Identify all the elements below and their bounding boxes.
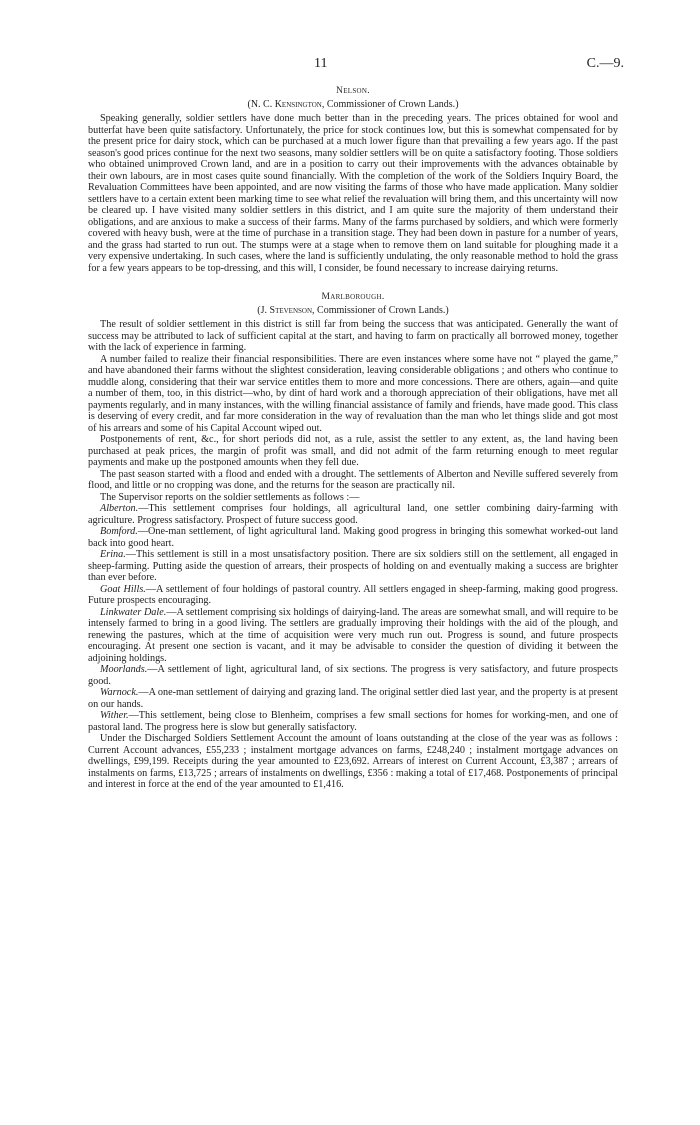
settlement-text: —A settlement comprising six holdings of dairying-land. The areas are somewhat small, and will require to be intensely farmed to bring in a good living. The settlers are gradually improving their holdings with the aid of the plough, and renewing the pastures, which at the time of acquisition were very much run out. Progress is sound, and future prospects encouraging. At present one section is vacant, and it may be advisable to consider the question of dividing it between the adjoining holdings. bbox=[88, 606, 618, 664]
loans-summary-paragraph: Under the Discharged Soldiers Settlement Account the amount of loans outstanding at the close of the year was as follows : Current Account advances, £55,233 ; instalment mortgage advances on farms, £248,240 ; instalment mortgage advances on dwellings, £99,199. Receipts during the year amounted to £23,692. Arrears of interest on Current Account, £3,387 ; arrears of instalments on farms, £13,725 ; arrears of instalments on dwellings, £356 : making a total of £17,468. Postponements of principal and interest in force at the end of the year amounted to £1,416. bbox=[88, 733, 618, 790]
settlement-entry bbox=[88, 584, 618, 607]
settlement-entry bbox=[88, 503, 618, 526]
settlement-entry bbox=[88, 549, 618, 584]
settlement-text: —This settlement is still in a most unsatisfactory position. There are six soldiers still on the settlement, all engaged in sheep-farming. Putting aside the question of arrears, their prospects of holding on and eventually making a success are brighter than ever before. bbox=[88, 549, 618, 583]
nelson-paragraph: Speaking generally, soldier settlers have done much better than in the preceding years. The prices obtained for wool and butterfat have been quite satisfactory. Unfortunately, the price for stock continues low, but this is somewhat compensated for by the present price for dairy stock, which can be purchased at a much lower figure than that prevailing a few years ago. If the past season's good prices continue for the next two seasons, many soldier settlers will be on quite a satisfactory footing. Those soldiers who obtained unimproved Crown land, and are in a position to carry out their improvements with the advances obtainable by their own labours, are in most cases quite sound financially. With the completion of the work of the Soldiers Inquiry Board, the Revaluation Committees have been appointed, and are now visiting the farms of those who have made application. Many soldier settlers have to a certain extent been marking time to see what relief the revaluation will bring them, and this uncertainty will now be cleared up. I have visited many soldier settlers in this district, and I am quite sure the majority of them understand their obligations, and are anxious to make a success of their farms. Many of the farms purchased by soldiers, and which were formerly covered with heavy bush, were at the time of purchase in a transition stage. They had been down in pasture for a number of years, and the grass had started to run out. The stumps were at a stage when to remove them on land suitable for ploughing made it a very expensive undertaking. In such cases, where the land is sufficiently undulating, the only reasonable method to hold the grass for a few years appears to be top-dressing, and this will, I consider, be found necessary to increase dairying returns. bbox=[88, 113, 618, 274]
settlement-text: —A one-man settlement of dairying and grazing land. The original settler died last year, and the property is at present on our hands. bbox=[88, 687, 618, 710]
settlement-name: Warnock. bbox=[100, 687, 139, 698]
settlement-text: —A settlement of light, agricultural land, of six sections. The progress is very satisfactory, and future prospects good. bbox=[88, 664, 618, 687]
marlborough-section bbox=[88, 292, 618, 791]
nelson-officer-line: (N. C. Kensington, Commissioner of Crown Lands.) bbox=[247, 99, 459, 110]
marlborough-paragraph: The past season started with a flood and ended with a drought. The settlements of Alberton and Neville suffered severely from flood, and little or no cropping was done, and the returns for the season are practically nil. bbox=[88, 468, 618, 491]
marlborough-paragraph: Postponements of rent, &c., for short periods did not, as a rule, assist the settler to any extent, as, the land having been purchased at peak prices, the margin of profit was small, and did not admit of the farm returning enough to meet regular payments and make up the postponed amounts when they fell due. bbox=[88, 434, 618, 468]
paper-reference: C.—9. bbox=[586, 56, 624, 71]
settlement-name: Moorlands. bbox=[100, 664, 148, 675]
settlement-name: Erina. bbox=[100, 549, 126, 560]
settlement-name: Linkwater Dale. bbox=[100, 606, 167, 618]
nelson-section bbox=[88, 86, 618, 274]
settlement-name: Bomford. bbox=[100, 526, 138, 537]
marlborough-officer-line: (J. Stevenson, Commissioner of Crown Lands.) bbox=[257, 305, 449, 316]
settlement-entry bbox=[88, 526, 618, 549]
settlement-entry bbox=[88, 607, 618, 665]
settlement-name: Wither. bbox=[100, 710, 129, 721]
settlement-text: —One-man settlement, of light agricultural land. Making good progress in bringing this somewhat worked-out land back into good heart. bbox=[88, 526, 618, 549]
settlement-name: Alberton. bbox=[100, 503, 139, 514]
marlborough-paragraph: The Supervisor reports on the soldier settlements as follows :— bbox=[100, 491, 360, 503]
page-number: 11 bbox=[314, 56, 328, 71]
running-header bbox=[88, 56, 624, 76]
settlement-name: Goat Hills. bbox=[100, 583, 146, 595]
marlborough-heading: Marlborough. bbox=[321, 292, 385, 302]
settlement-text: —This settlement, being close to Blenheim, comprises a few small sections for homes for working-men, and one of pastoral land. The progress here is slow but generally satisfactory. bbox=[88, 710, 618, 733]
marlborough-officer-title: Commissioner of Crown Lands. bbox=[317, 305, 446, 316]
marlborough-paragraph: A number failed to realize their financial responsibilities. There are even instances where some have not “ played the game,” and have abandoned their farms without the slightest consideration, leaving considerable obligations ; and others who continue to muddle along, considering that their war service entitles them to more and more concessions. There are others, again—and quite a number of them, too, in this district—who, by dint of hard work and a thorough appreciation of their obligations, have met all payments regularly, and in many instances, with the willing financial assistance of family and friends, have made good. This class is deserving of every credit, and far more consideration in the way of revaluation than the man who let things slide and got most of his arrears and some of his Capital Account wiped out. bbox=[88, 353, 618, 434]
settlement-entry bbox=[88, 664, 618, 687]
nelson-officer-name: N. C. Kensington bbox=[250, 99, 322, 110]
marlborough-paragraph: The result of soldier settlement in this district is still far from being the success that was anticipated. Generally the want of success may be attributed to lack of sufficient capital at the start, and having to farm on practically all borrowed money, together with the lack of experience in farming. bbox=[88, 319, 618, 353]
settlement-entry bbox=[88, 687, 618, 710]
document-page bbox=[88, 56, 624, 791]
settlement-text: —This settlement comprises four holdings, all agricultural land, one settler combining dairy-farming with agriculture. Progress satisfactory. Prospect of future success good. bbox=[88, 503, 618, 526]
marlborough-officer-name: J. Stevenson bbox=[260, 305, 313, 316]
settlement-text: —A settlement of four holdings of pastoral country. All settlers engaged in sheep-farming, making good progress. Future prospects encouraging. bbox=[88, 583, 618, 606]
nelson-officer-title: Commissioner of Crown Lands. bbox=[326, 99, 456, 110]
nelson-heading: Nelson. bbox=[336, 86, 370, 96]
settlement-entry bbox=[88, 710, 618, 733]
